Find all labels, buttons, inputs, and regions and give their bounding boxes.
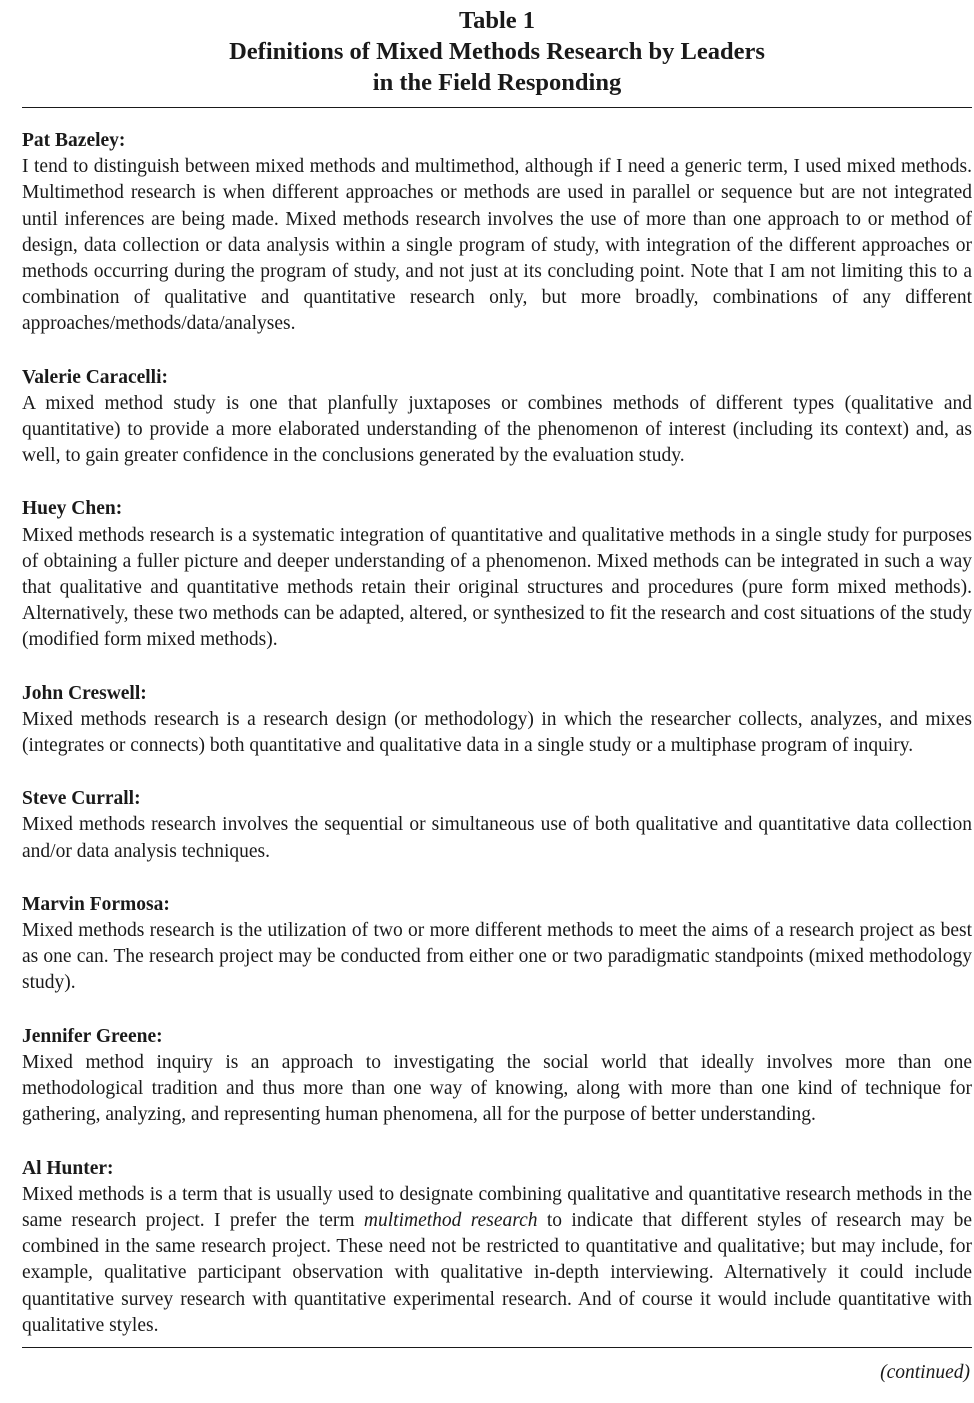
emphasized-term: multimethod research — [363, 1209, 538, 1231]
table-caption-line-1: Definitions of Mixed Methods Research by Leaders — [229, 38, 765, 65]
definition-entry — [22, 681, 972, 760]
author-name: Valerie Caracelli: — [22, 366, 169, 388]
definition-text: Mixed methods research is a systematic integration of quantitative and qualitative methods in a single study for purposes of obtaining a fuller picture and deeper understanding of a phenomenon. Mixed methods can be integrated in such a way that qualitative and quantitative methods retain their original structures and procedures (pure form mixed methods). Alternatively, these two methods can be adapted, altered, or synthesized to fit the research and cost situations of the study (modified form mixed methods). — [22, 524, 972, 651]
definition-text-part: Mixed methods is a term that is usually used to designate combining qualitative and quantitative research methods in the same research project. I prefer the term — [22, 1183, 972, 1231]
definitions-list — [22, 128, 972, 1339]
continued-note: (continued) — [880, 1361, 970, 1383]
document-page — [22, 0, 972, 1386]
definition-entry — [22, 128, 972, 338]
table-title — [22, 0, 972, 98]
author-name: John Creswell: — [22, 682, 147, 704]
author-name: Huey Chen: — [22, 498, 123, 520]
definition-text: Mixed methods research involves the sequential or simultaneous use of both qualitative and quantitative data collection and/or data analysis techniques. — [22, 814, 972, 862]
author-name: Pat Bazeley: — [22, 130, 126, 151]
author-name: Jennifer Greene: — [22, 1025, 163, 1047]
definition-text: Mixed methods research is the utilization of two or more different methods to meet the aims of a research project as best as one can. The research project may be conducted from either one or two paradigmatic standpoints (mixed methodology study). — [22, 920, 972, 994]
table-caption-line-2: in the Field Responding — [372, 69, 622, 96]
definition-entry — [22, 892, 972, 997]
definition-entry — [22, 365, 972, 470]
author-name: Marvin Formosa: — [22, 893, 170, 915]
bottom-rule — [22, 1347, 972, 1348]
table-number: Table 1 — [458, 7, 536, 34]
author-name: Steve Currall: — [22, 788, 141, 810]
top-rule — [22, 107, 972, 108]
definition-entry — [22, 1024, 972, 1129]
definition-text: A mixed method study is one that planfully juxtaposes or combines methods of different types (qualitative and quantitative) to provide a more elaborated understanding of the phenomenon of interest (including its context) and, as well, to gain greater confidence in the conclusions generated by the evaluation study. — [22, 392, 972, 467]
author-name: Al Hunter: — [22, 1157, 114, 1179]
definition-text — [22, 1182, 972, 1339]
definition-text: Mixed method inquiry is an approach to investigating the social world that ideally involves more than one methodological tradition and thus more than one way of knowing, along with more than one kind of technique for gathering, analyzing, and representing human phenomena, all for the purpose of better understanding. — [22, 1051, 972, 1126]
definition-text: I tend to distinguish between mixed methods and multimethod, although if I need a generic term, I used mixed methods. Multimethod research is when different approaches or methods are used in parallel or sequence but are not integrated until inferences are being made. Mixed methods research involves the use of more than one approach to or method of design, data collection or data analysis within a single program of study, with integration of the different approaches or methods occurring during the program of study, and not just at its concluding point. Note that I am not limiting this to a combination of qualitative and quantitative research only, but more broadly, combinations of any different approaches/methods/data/analyses. — [22, 156, 972, 335]
definition-entry — [22, 496, 972, 653]
definition-text: Mixed methods research is a research design (or methodology) in which the researcher collects, analyzes, and mixes (integrates or connects) both quantitative and qualitative data in a single study or a multiphase program of inquiry. — [22, 708, 972, 757]
definition-text-part: to indicate that different styles of research may be combined in the same research project. These need not be restricted to quantitative and qualitative; but may include, for example, qualitative participant observation with qualitative in-depth interviewing. Alternatively it could include quantitative survey research with quantitative experimental research. And of course it would include quantitative with qualitative styles. — [22, 1209, 972, 1336]
definition-entry — [22, 1156, 972, 1339]
definition-entry — [22, 786, 972, 865]
